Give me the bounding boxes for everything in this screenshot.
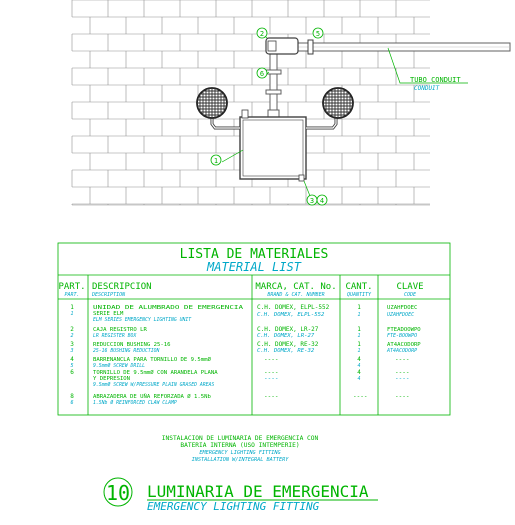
- table-subtitle: MATERIAL LIST: [207, 260, 301, 274]
- header-desc-en: DESCRIPTION: [92, 292, 126, 298]
- svg-text:6: 6: [70, 369, 74, 376]
- svg-text:1: 1: [357, 348, 361, 354]
- lamp-head-left: [197, 88, 227, 118]
- svg-text:UNIDAD DE ALUMBRADO DE EMERGEN: UNIDAD DE ALUMBRADO DE EMERGENCIA: [93, 305, 244, 311]
- svg-text:5: 5: [70, 363, 74, 369]
- svg-text:3: 3: [309, 197, 315, 205]
- svg-text:----: ----: [264, 356, 279, 363]
- table-title: LISTA DE MATERIALES: [179, 247, 329, 262]
- table-row: [70, 369, 409, 388]
- svg-text:INSTALACION DE LUMINARIA DE EM: INSTALACION DE LUMINARIA DE EMERGENCIA CON: [161, 435, 319, 442]
- svg-text:----: ----: [395, 369, 410, 376]
- svg-text:UZAHFDOEC: UZAHFDOEC: [387, 305, 418, 311]
- svg-text:C.H. DOMEX, LR-27: C.H. DOMEX, LR-27: [257, 333, 315, 339]
- svg-text:9.5mmØ SCREW DRILL: 9.5mmØ SCREW DRILL: [93, 364, 145, 369]
- svg-text:FTE-BOOWPO: FTE-BOOWPO: [387, 333, 418, 339]
- svg-text:C.H. DOMEX, RE-32: C.H. DOMEX, RE-32: [257, 348, 315, 354]
- svg-text:4: 4: [357, 376, 361, 382]
- svg-text:TORNILLO DE 9.5mmØ CON ARANDEL: TORNILLO DE 9.5mmØ CON ARANDELA PLANA: [93, 370, 218, 376]
- svg-text:25-16 BUSHING REDUCTION: 25-16 BUSHING REDUCTION: [93, 349, 160, 354]
- installation-note: [162, 435, 319, 463]
- svg-text:ELM SERIES EMERGENCY LIGHTING: ELM SERIES EMERGENCY LIGHTING UNIT: [93, 318, 192, 323]
- svg-text:1: 1: [357, 333, 361, 339]
- header-desc: DESCRIPCION: [92, 282, 152, 292]
- header-part-en: PART.: [64, 292, 80, 298]
- svg-text:4: 4: [319, 197, 325, 205]
- table-row: [70, 356, 409, 369]
- svg-text:SERIE ELM: SERIE ELM: [93, 311, 124, 317]
- svg-text:AT4ACODORP: AT4ACODORP: [387, 342, 421, 348]
- svg-text:1: 1: [70, 311, 74, 317]
- footer-subtitle: EMERGENCY LIGHTING FITTING: [147, 500, 320, 513]
- svg-text:----: ----: [395, 356, 410, 363]
- lamp-head-right: [323, 88, 353, 118]
- detail-number-badge: [104, 478, 132, 506]
- callout-5: [313, 28, 323, 38]
- svg-text:CAJA REGISTRO LR: CAJA REGISTRO LR: [93, 327, 147, 333]
- table-row: [70, 393, 409, 406]
- svg-text:2: 2: [259, 30, 265, 38]
- svg-text:C.H. DOMEX, LR-27: C.H. DOMEX, LR-27: [257, 326, 319, 333]
- svg-text:8: 8: [70, 393, 74, 400]
- svg-text:C.H. DOMEX, ELPL-552: C.H. DOMEX, ELPL-552: [257, 304, 330, 311]
- svg-text:C.H. DOMEX, ELPL-552: C.H. DOMEX, ELPL-552: [257, 312, 325, 318]
- svg-text:9.5mmØ SCREW W/PRESSURE PLAIN: 9.5mmØ SCREW W/PRESSURE PLAIN GRASED AREAS: [93, 383, 215, 388]
- callout-3-4: [304, 181, 327, 205]
- svg-text:4: 4: [357, 363, 361, 369]
- table-row: [70, 304, 417, 323]
- svg-text:REDUCCION BUSHING 25-16: REDUCCION BUSHING 25-16: [93, 342, 171, 348]
- svg-text:1: 1: [357, 304, 361, 311]
- svg-text:BATERIA INTERNA (USO INTEMPERI: BATERIA INTERNA (USO INTEMPERIE): [180, 442, 300, 449]
- svg-text:1: 1: [357, 326, 361, 333]
- svg-text:TUBO CONDUIT: TUBO CONDUIT: [410, 76, 461, 84]
- svg-text:FTEADOOWPO: FTEADOOWPO: [387, 327, 421, 333]
- svg-text:1.5Nb Ø REINFORCED CLAW CLAMP: 1.5Nb Ø REINFORCED CLAW CLAMP: [93, 401, 177, 406]
- svg-text:3: 3: [70, 348, 74, 354]
- svg-text:----: ----: [395, 393, 410, 400]
- svg-text:1: 1: [70, 304, 74, 311]
- svg-text:CONDUIT: CONDUIT: [414, 85, 440, 92]
- svg-text:4: 4: [357, 369, 361, 376]
- callout-2: [257, 28, 267, 38]
- svg-text:ABRAZADERA DE UÑA REFORZADA Ø: ABRAZADERA DE UÑA REFORZADA Ø 1.5Nb: [93, 394, 211, 400]
- svg-text:6: 6: [259, 70, 265, 78]
- footer-title: LUMINARIA DE EMERGENCIA: [147, 482, 369, 501]
- svg-text:C.H. DOMEX, RE-32: C.H. DOMEX, RE-32: [257, 341, 319, 348]
- svg-text:----: ----: [264, 369, 279, 376]
- svg-text:EMERGENCY LIGHTING FITTING: EMERGENCY LIGHTING FITTING: [199, 450, 281, 456]
- svg-text:3: 3: [70, 341, 74, 348]
- header-part: PART.: [58, 282, 86, 292]
- header-brand: MARCA, CAT. No.: [255, 282, 337, 292]
- svg-text:6: 6: [70, 400, 74, 406]
- header-key-en: CODE: [403, 292, 417, 298]
- table-row: [69, 341, 421, 354]
- svg-text:10: 10: [105, 481, 131, 505]
- svg-text:LR REGISTER BOX: LR REGISTER BOX: [93, 334, 137, 339]
- svg-text:BARRENANCLA PARA TORNILLO DE 9: BARRENANCLA PARA TORNILLO DE 9.5mmØ: [93, 357, 211, 363]
- header-qty: CANT.: [345, 282, 373, 292]
- svg-text:2: 2: [70, 333, 74, 339]
- svg-text:2: 2: [70, 326, 74, 333]
- svg-text:1: 1: [213, 157, 219, 165]
- svg-text:Y DEPRESION: Y DEPRESION: [93, 376, 131, 382]
- svg-text:4: 4: [357, 356, 361, 363]
- conduit-pipe: [296, 43, 510, 51]
- header-qty-en: QUANTITY: [346, 292, 372, 298]
- emergency-unit-box: [240, 110, 306, 181]
- svg-text:----: ----: [264, 375, 279, 382]
- svg-text:UZAHFDOEC: UZAHFDOEC: [387, 312, 415, 318]
- svg-text:4: 4: [70, 356, 74, 363]
- svg-text:----: ----: [264, 393, 279, 400]
- header-key: CLAVE: [396, 282, 424, 292]
- header-brand-en: BRAND & CAT. NUMBER: [267, 292, 325, 298]
- svg-text:----: ----: [353, 393, 368, 400]
- conduit-label: [388, 48, 468, 92]
- svg-text:1: 1: [357, 341, 361, 348]
- svg-text:1: 1: [357, 312, 361, 318]
- svg-text:INSTALLATION W/INTEGRAL BATTER: INSTALLATION W/INTEGRAL BATTERY: [191, 457, 289, 463]
- svg-text:5: 5: [315, 30, 321, 38]
- table-row: [70, 326, 421, 339]
- svg-text:AT4ACODORP: AT4ACODORP: [387, 348, 418, 354]
- svg-text:----: ----: [395, 375, 410, 382]
